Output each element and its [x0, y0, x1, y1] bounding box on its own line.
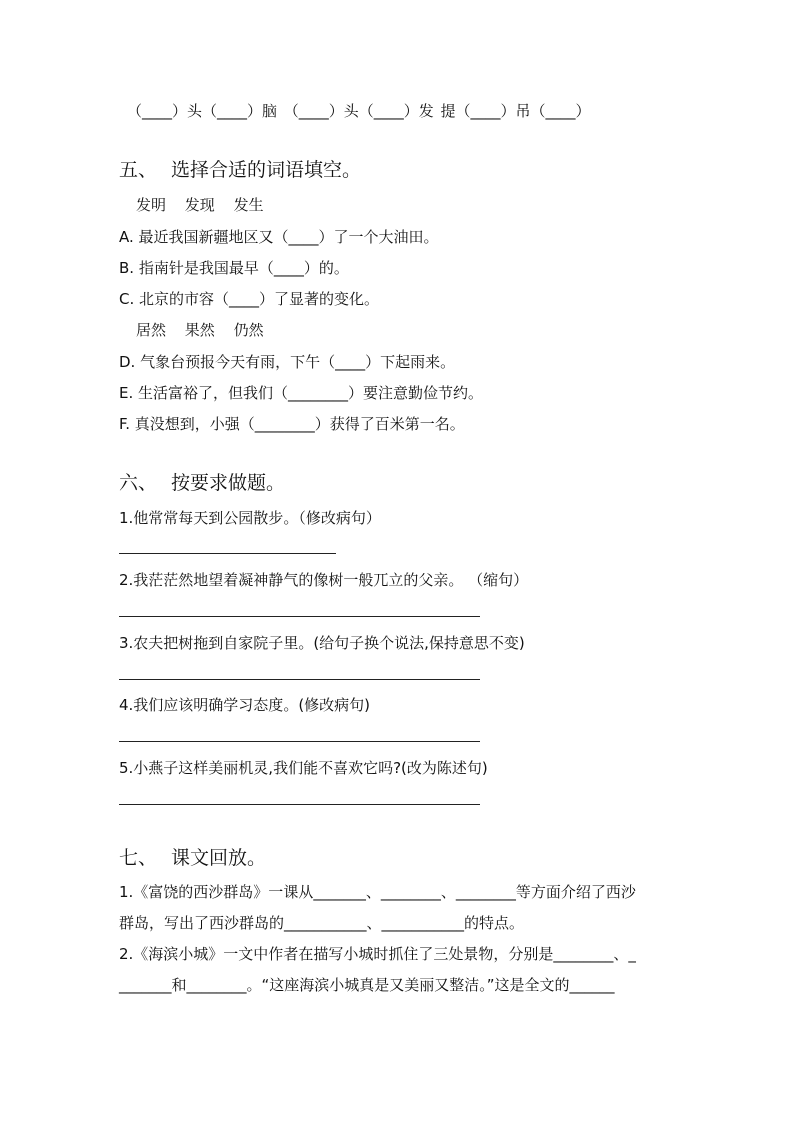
exercise-2: 2.我茫茫然地望着凝神静气的像树一般兀立的父亲。 （缩句） — [119, 571, 529, 589]
question-b: B. 指南针是我国最早（____）的。 — [119, 259, 349, 277]
section-6-title: 按要求做题。 — [171, 472, 286, 494]
answer-line-5[interactable] — [119, 804, 480, 805]
answer-line-4[interactable] — [119, 741, 480, 742]
question-d: D. 气象台预报今天有雨，下午（____）下起雨来。 — [119, 353, 456, 371]
word-option: 发生 — [233, 196, 264, 214]
recall-line-3: 2.《海滨小城》一文中作者在描写小城时抓住了三处景物，分别是________、_ — [119, 945, 636, 963]
exercise-3: 3.农夫把树拖到自家院子里。(给句子换个说法,保持意思不变) — [119, 634, 525, 652]
question-f: F. 真没想到，小强（________）获得了百米第一名。 — [119, 415, 465, 433]
section-5-number: 五、 — [119, 159, 158, 181]
recall-line-2: 群岛，写出了西沙群岛的___________、___________的特点。 — [119, 914, 525, 932]
answer-line-1[interactable] — [119, 553, 336, 554]
section-5-title: 选择合适的词语填空。 — [171, 159, 362, 181]
word-options-group-2 — [136, 320, 278, 340]
recall-line-1: 1.《富饶的西沙群岛》一课从_______、________、________等方面介绍了西沙 — [119, 883, 636, 901]
question-a: A. 最近我国新疆地区又（____）了一个大油田。 — [119, 228, 439, 246]
answer-line-2[interactable] — [119, 616, 480, 617]
exercise-1: 1.他常常每天到公园散步。（修改病句） — [119, 509, 381, 527]
answer-line-3[interactable] — [119, 679, 480, 680]
word-option: 居然 — [136, 321, 167, 339]
question-c: C. 北京的市容（____）了显著的变化。 — [119, 290, 380, 308]
section-6-heading — [119, 471, 285, 495]
exercise-4: 4.我们应该明确学习态度。(修改病句) — [119, 696, 371, 714]
section-7-heading — [119, 846, 266, 870]
fill-in-row: （____）头（____）脑 （____）头（____）发 提（____）吊（____） — [127, 102, 591, 120]
section-7-number: 七、 — [119, 847, 158, 869]
word-options-group-1 — [136, 195, 278, 215]
section-7-title: 课文回放。 — [171, 847, 267, 869]
word-option: 发现 — [184, 196, 215, 214]
word-option: 果然 — [184, 321, 215, 339]
exercise-5: 5.小燕子这样美丽机灵,我们能不喜欢它吗?(改为陈述句) — [119, 759, 488, 777]
word-option: 仍然 — [233, 321, 264, 339]
question-e: E. 生活富裕了，但我们（________）要注意勤俭节约。 — [119, 384, 484, 402]
section-5-heading — [119, 158, 361, 182]
word-option: 发明 — [136, 196, 167, 214]
recall-line-4: _______和________。“这座海滨小城真是又美丽又整洁。”这是全文的______ — [119, 976, 615, 994]
section-6-number: 六、 — [119, 472, 158, 494]
